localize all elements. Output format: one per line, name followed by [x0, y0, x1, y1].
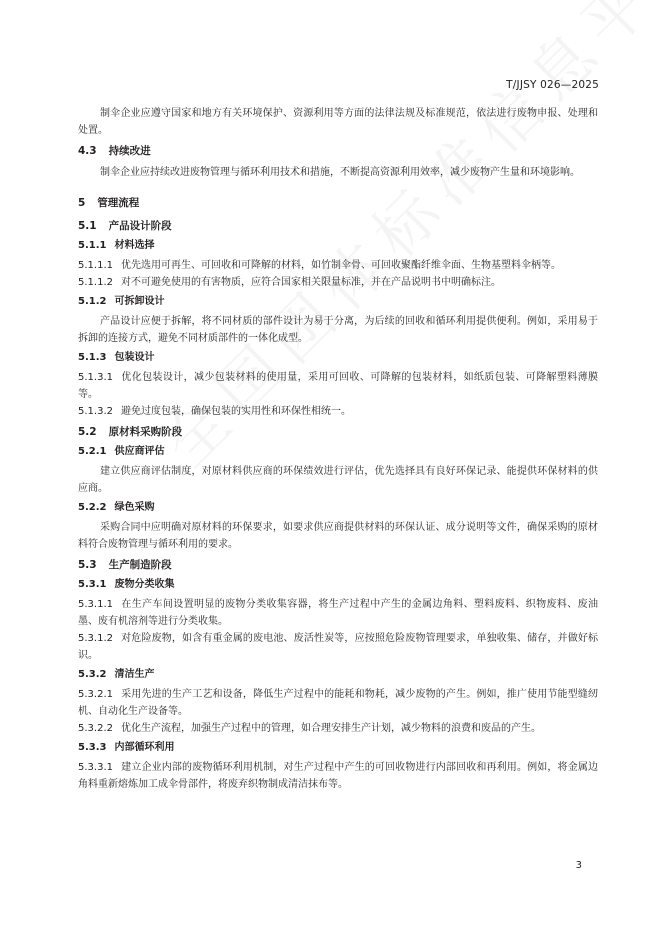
section-number: 5.3.1 — [78, 579, 107, 590]
list-item — [78, 686, 598, 720]
section-4-3-text: 制伞企业应持续改进废物管理与循环利用技术和措施，不断提高资源利用效率，减少废物产生量和环境影响。 — [100, 167, 580, 178]
section-title: 材料选择 — [114, 240, 155, 251]
item-text: 对不可避免使用的有害物质，应符合国家相关限量标准，并在产品说明书中明确标注。 — [121, 277, 501, 288]
item-text: 优化生产流程，加强生产过程中的管理，如合理安排生产计划，减少物料的浪费和废品的产生。 — [121, 723, 541, 734]
section-title: 内部循环利用 — [114, 742, 175, 753]
item-text: 优化包装设计，减少包装材料的使用量，采用可回收、可降解的包装材料，如纸质包装、可降解塑料薄膜等。 — [78, 372, 598, 400]
item-text: 建立企业内部的废物循环利用机制，对生产过程中产生的可回收物进行内部回收和再利用。例如，将金属边角料重新熔炼加工成伞骨部件，将废弃织物制成清洁抹布等。 — [78, 762, 598, 790]
section-number: 5.1.1 — [78, 240, 107, 251]
standard-code: T/JJSY 026—2025 — [506, 79, 599, 91]
section-5-2-1-heading — [78, 445, 598, 459]
item-number: 5.3.2.1 — [78, 689, 113, 700]
section-5-1-1-heading — [78, 239, 598, 253]
section-title: 供应商评估 — [114, 446, 165, 457]
section-number: 5 — [78, 197, 86, 209]
item-number: 5.3.3.1 — [78, 762, 113, 773]
item-number: 5.1.3.1 — [78, 372, 113, 383]
item-text: 避免过度包装，确保包装的实用性和环保性相统一。 — [121, 406, 351, 417]
section-number: 5.2.2 — [78, 502, 107, 513]
item-number: 5.3.1.1 — [78, 599, 113, 610]
section-number: 5.2.1 — [78, 446, 107, 457]
section-5-2-2-text: 采购合同中应明确对原材料的环保要求，如要求供应商提供材料的环保认证、成分说明等文件，确保采购的原材料符合废物管理与循环利用的要求。 — [78, 522, 598, 550]
item-number: 5.1.1.1 — [78, 260, 113, 271]
list-item — [78, 369, 598, 403]
section-number: 5.2 — [78, 426, 97, 438]
section-5-heading — [78, 196, 598, 210]
list-item — [78, 720, 598, 737]
section-number: 5.1.2 — [78, 296, 107, 307]
item-text: 在生产车间设置明显的废物分类收集容器，将生产过程中产生的金属边角料、塑料废料、织物废料、废油墨、废有机溶剂等进行分类收集。 — [78, 599, 598, 627]
item-text: 对危险废物，如含有重金属的废电池、废活性炭等，应按照危险废物管理要求，单独收集、储存，并做好标识。 — [78, 633, 598, 661]
section-title: 废物分类收集 — [114, 579, 175, 590]
list-item — [78, 403, 598, 420]
section-number: 5.3.3 — [78, 742, 107, 753]
section-4-3-heading — [78, 144, 598, 158]
item-number: 5.1.3.2 — [78, 406, 113, 417]
section-number: 4.3 — [78, 145, 97, 157]
item-number: 5.3.1.2 — [78, 633, 113, 644]
section-5-2-1-text: 建立供应商评估制度，对原材料供应商的环保绩效进行评估，优先选择具有良好环保记录、能提供环保材料的供应商。 — [78, 466, 598, 494]
section-number: 5.3 — [78, 559, 97, 571]
list-item — [78, 630, 598, 664]
section-number: 5.1.3 — [78, 352, 107, 363]
section-5-3-3-heading — [78, 741, 598, 755]
section-5-1-3-heading — [78, 351, 598, 365]
item-text: 优先选用可再生、可回收和可降解的材料，如竹制伞骨、可回收聚酯纤维伞面、生物基塑料伞柄等。 — [121, 260, 561, 271]
section-title: 清洁生产 — [114, 669, 155, 680]
list-item — [78, 596, 598, 630]
list-item — [78, 274, 598, 291]
page-content — [78, 105, 598, 793]
item-text: 采用先进的生产工艺和设备，降低生产过程中的能耗和物耗，减少废物的产生。例如，推广使用节能型缝纫机、自动化生产设备等。 — [78, 689, 598, 717]
list-item — [78, 759, 598, 793]
section-5-3-2-heading — [78, 668, 598, 682]
section-5-2-2-heading — [78, 501, 598, 515]
section-title: 持续改进 — [108, 145, 151, 157]
section-title: 可拆卸设计 — [114, 296, 165, 307]
intro-paragraph: 制伞企业应遵守国家和地方有关环境保护、资源利用等方面的法律法规及标准规范，依法进行废物申报、处理和处置。 — [78, 108, 598, 136]
list-item — [78, 257, 598, 274]
section-5-1-2-text: 产品设计应便于拆解，将不同材质的部件设计为易于分离，为后续的回收和循环利用提供便利。例如，采用易于拆卸的连接方式，避免不同材质部件的一体化成型。 — [78, 316, 598, 344]
section-5-3-heading — [78, 558, 598, 572]
section-number: 5.1 — [78, 220, 97, 232]
section-title: 原材料采购阶段 — [108, 426, 183, 438]
item-number: 5.3.2.2 — [78, 723, 113, 734]
section-title: 产品设计阶段 — [108, 220, 172, 232]
section-title: 生产制造阶段 — [108, 559, 172, 571]
section-title: 包装设计 — [114, 352, 155, 363]
section-title: 管理流程 — [97, 197, 140, 209]
section-title: 绿色采购 — [114, 502, 155, 513]
section-5-1-2-heading — [78, 295, 598, 309]
section-5-2-heading — [78, 425, 598, 439]
page-number: 3 — [575, 860, 582, 871]
item-number: 5.1.1.2 — [78, 277, 113, 288]
section-5-1-heading — [78, 219, 598, 233]
section-number: 5.3.2 — [78, 669, 107, 680]
section-5-3-1-heading — [78, 578, 598, 592]
